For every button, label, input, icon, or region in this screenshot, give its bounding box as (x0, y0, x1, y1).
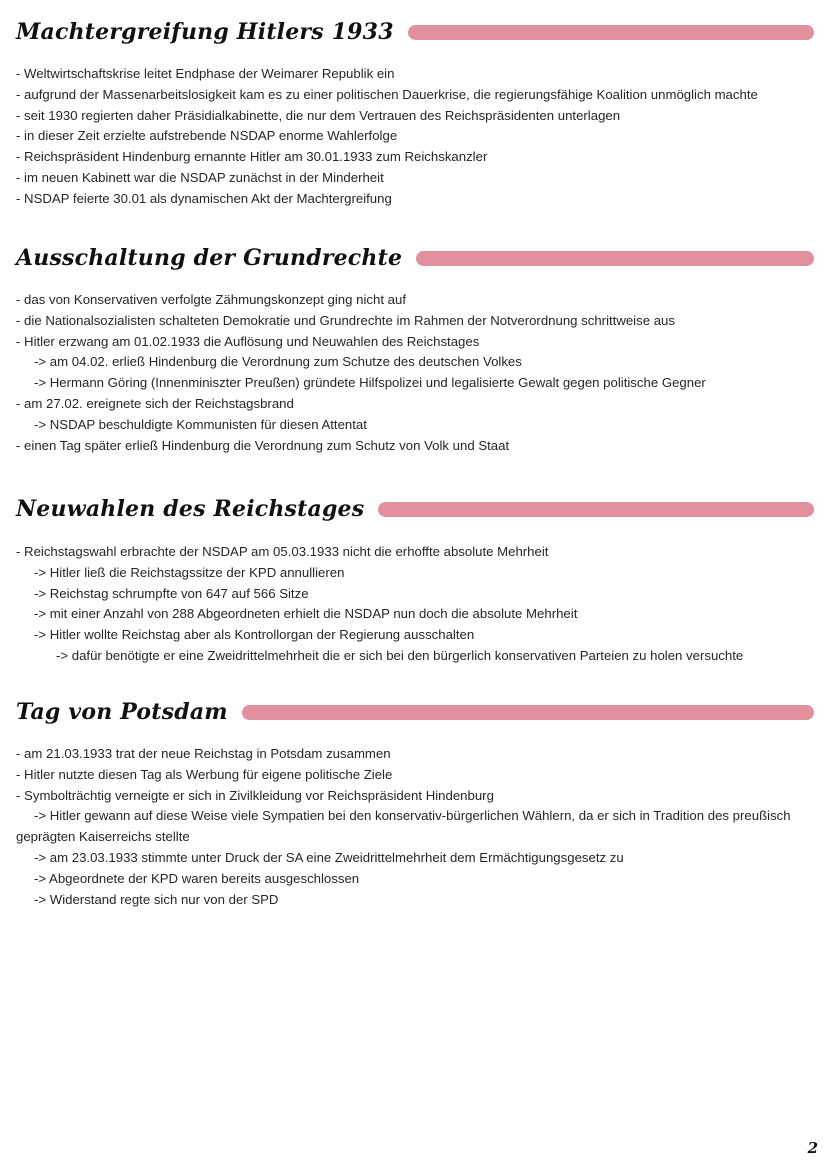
section-heading-row (16, 240, 814, 276)
bullet-line: - Reichstagswahl erbrachte der NSDAP am 05.03.1933 nicht die erhoffte absolute Mehrheit (16, 544, 549, 559)
sub-sub-bullet-line: -> dafür benötigte er eine Zweidrittelmehrheit die er sich bei den bürgerlich konservativen Parteien zu holen versuchte (56, 647, 744, 663)
section-title: Machtergreifung Hitlers 1933 (16, 19, 394, 45)
section-bullet-list (16, 290, 818, 456)
section-title: Neuwahlen des Reichstages (16, 496, 365, 522)
bullet-line: - Weltwirtschaftskrise leitet Endphase der Weimarer Republik ein (16, 66, 395, 81)
section-title: Tag von Potsdam (16, 699, 228, 725)
bullet-line: - NSDAP feierte 30.01 als dynamischen Akt der Machtergreifung (16, 190, 392, 206)
heading-accent-bar (408, 25, 814, 40)
heading-accent-bar (416, 251, 814, 266)
section-bullet-list (16, 542, 818, 667)
bullet-line: - aufgrund der Massenarbeitslosigkeit kam es zu einer politischen Dauerkrise, die regierungsfähige Koalition unmöglich machte (16, 86, 758, 102)
sub-bullet-line: -> Abgeordnete der KPD waren bereits ausgeschlossen (34, 870, 360, 886)
heading-accent-bar (242, 705, 814, 720)
bullet-line: - das von Konservativen verfolgte Zähmungskonzept ging nicht auf (16, 292, 406, 307)
section-heading-row (16, 14, 814, 50)
sub-bullet-line: -> Hermann Göring (Innenminiszter Preußen) gründete Hilfspolizei und legalisierte Gewalt gegen politische Gegner (34, 375, 706, 391)
bullet-line: - am 21.03.1933 trat der neue Reichstag in Potsdam zusammen (16, 746, 391, 761)
bullet-line: - Symbolträchtig verneigte er sich in Zivilkleidung vor Reichspräsident Hindenburg (16, 787, 494, 803)
bullet-line: - Hitler erzwang am 01.02.1933 die Auflösung und Neuwahlen des Reichstages (16, 333, 480, 349)
sub-bullet-line: -> am 23.03.1933 stimmte unter Druck der SA eine Zweidrittelmehrheit dem Ermächtigungsgesetz zu (34, 849, 624, 865)
bullet-line: - seit 1930 regierten daher Präsidialkabinette, die nur dem Vertrauen des Reichspräsidenten unterlagen (16, 107, 621, 123)
section-heading-row (16, 491, 814, 527)
section-bullet-list (16, 64, 818, 210)
heading-accent-bar (378, 502, 814, 517)
sub-bullet-line: -> Hitler ließ die Reichstagssitze der KPD annullieren (34, 564, 345, 580)
sub-bullet-line: -> Reichstag schrumpfte von 647 auf 566 Sitze (34, 585, 309, 601)
sub-bullet-line: -> NSDAP beschuldigte Kommunisten für diesen Attentat (34, 416, 367, 432)
bullet-line: - in dieser Zeit erzielte aufstrebende NSDAP enorme Wahlerfolge (16, 128, 398, 144)
bullet-line: - die Nationalsozialisten schalteten Demokratie und Grundrechte im Rahmen der Notverordnung schrittweise aus (16, 312, 675, 328)
section-bullet-list (16, 744, 818, 910)
bullet-line: - im neuen Kabinett war die NSDAP zunächst in der Minderheit (16, 169, 384, 185)
bullet-line: - Hitler nutzte diesen Tag als Werbung für eigene politische Ziele (16, 766, 393, 782)
sub-bullet-line: -> Widerstand regte sich nur von der SPD (34, 891, 279, 907)
sub-bullet-line: -> am 04.02. erließ Hindenburg die Verordnung zum Schutze des deutschen Volkes (34, 354, 522, 370)
section-heading-row (16, 694, 814, 730)
sub-bullet-line: -> Hitler wollte Reichstag aber als Kontrollorgan der Regierung ausschalten (34, 627, 475, 643)
continuation-line: geprägten Kaiserreichs stellte (16, 829, 190, 845)
bullet-line: - am 27.02. ereignete sich der Reichstagsbrand (16, 395, 294, 411)
sub-bullet-line: -> mit einer Anzahl von 288 Abgeordneten erhielt die NSDAP nun doch die absolute Mehrheit (34, 606, 578, 622)
sub-bullet-line: -> Hitler gewann auf diese Weise viele Sympatien bei den konservativ-bürgerlichen Wählern, da er sich in Tradition des preußisch (34, 808, 791, 824)
bullet-line: - Reichspräsident Hindenburg ernannte Hitler am 30.01.1933 zum Reichskanzler (16, 149, 488, 165)
bullet-line: - einen Tag später erließ Hindenburg die Verordnung zum Schutz von Volk und Staat (16, 437, 510, 453)
section-title: Ausschaltung der Grundrechte (16, 245, 403, 271)
page-number: 2 (807, 1139, 818, 1157)
